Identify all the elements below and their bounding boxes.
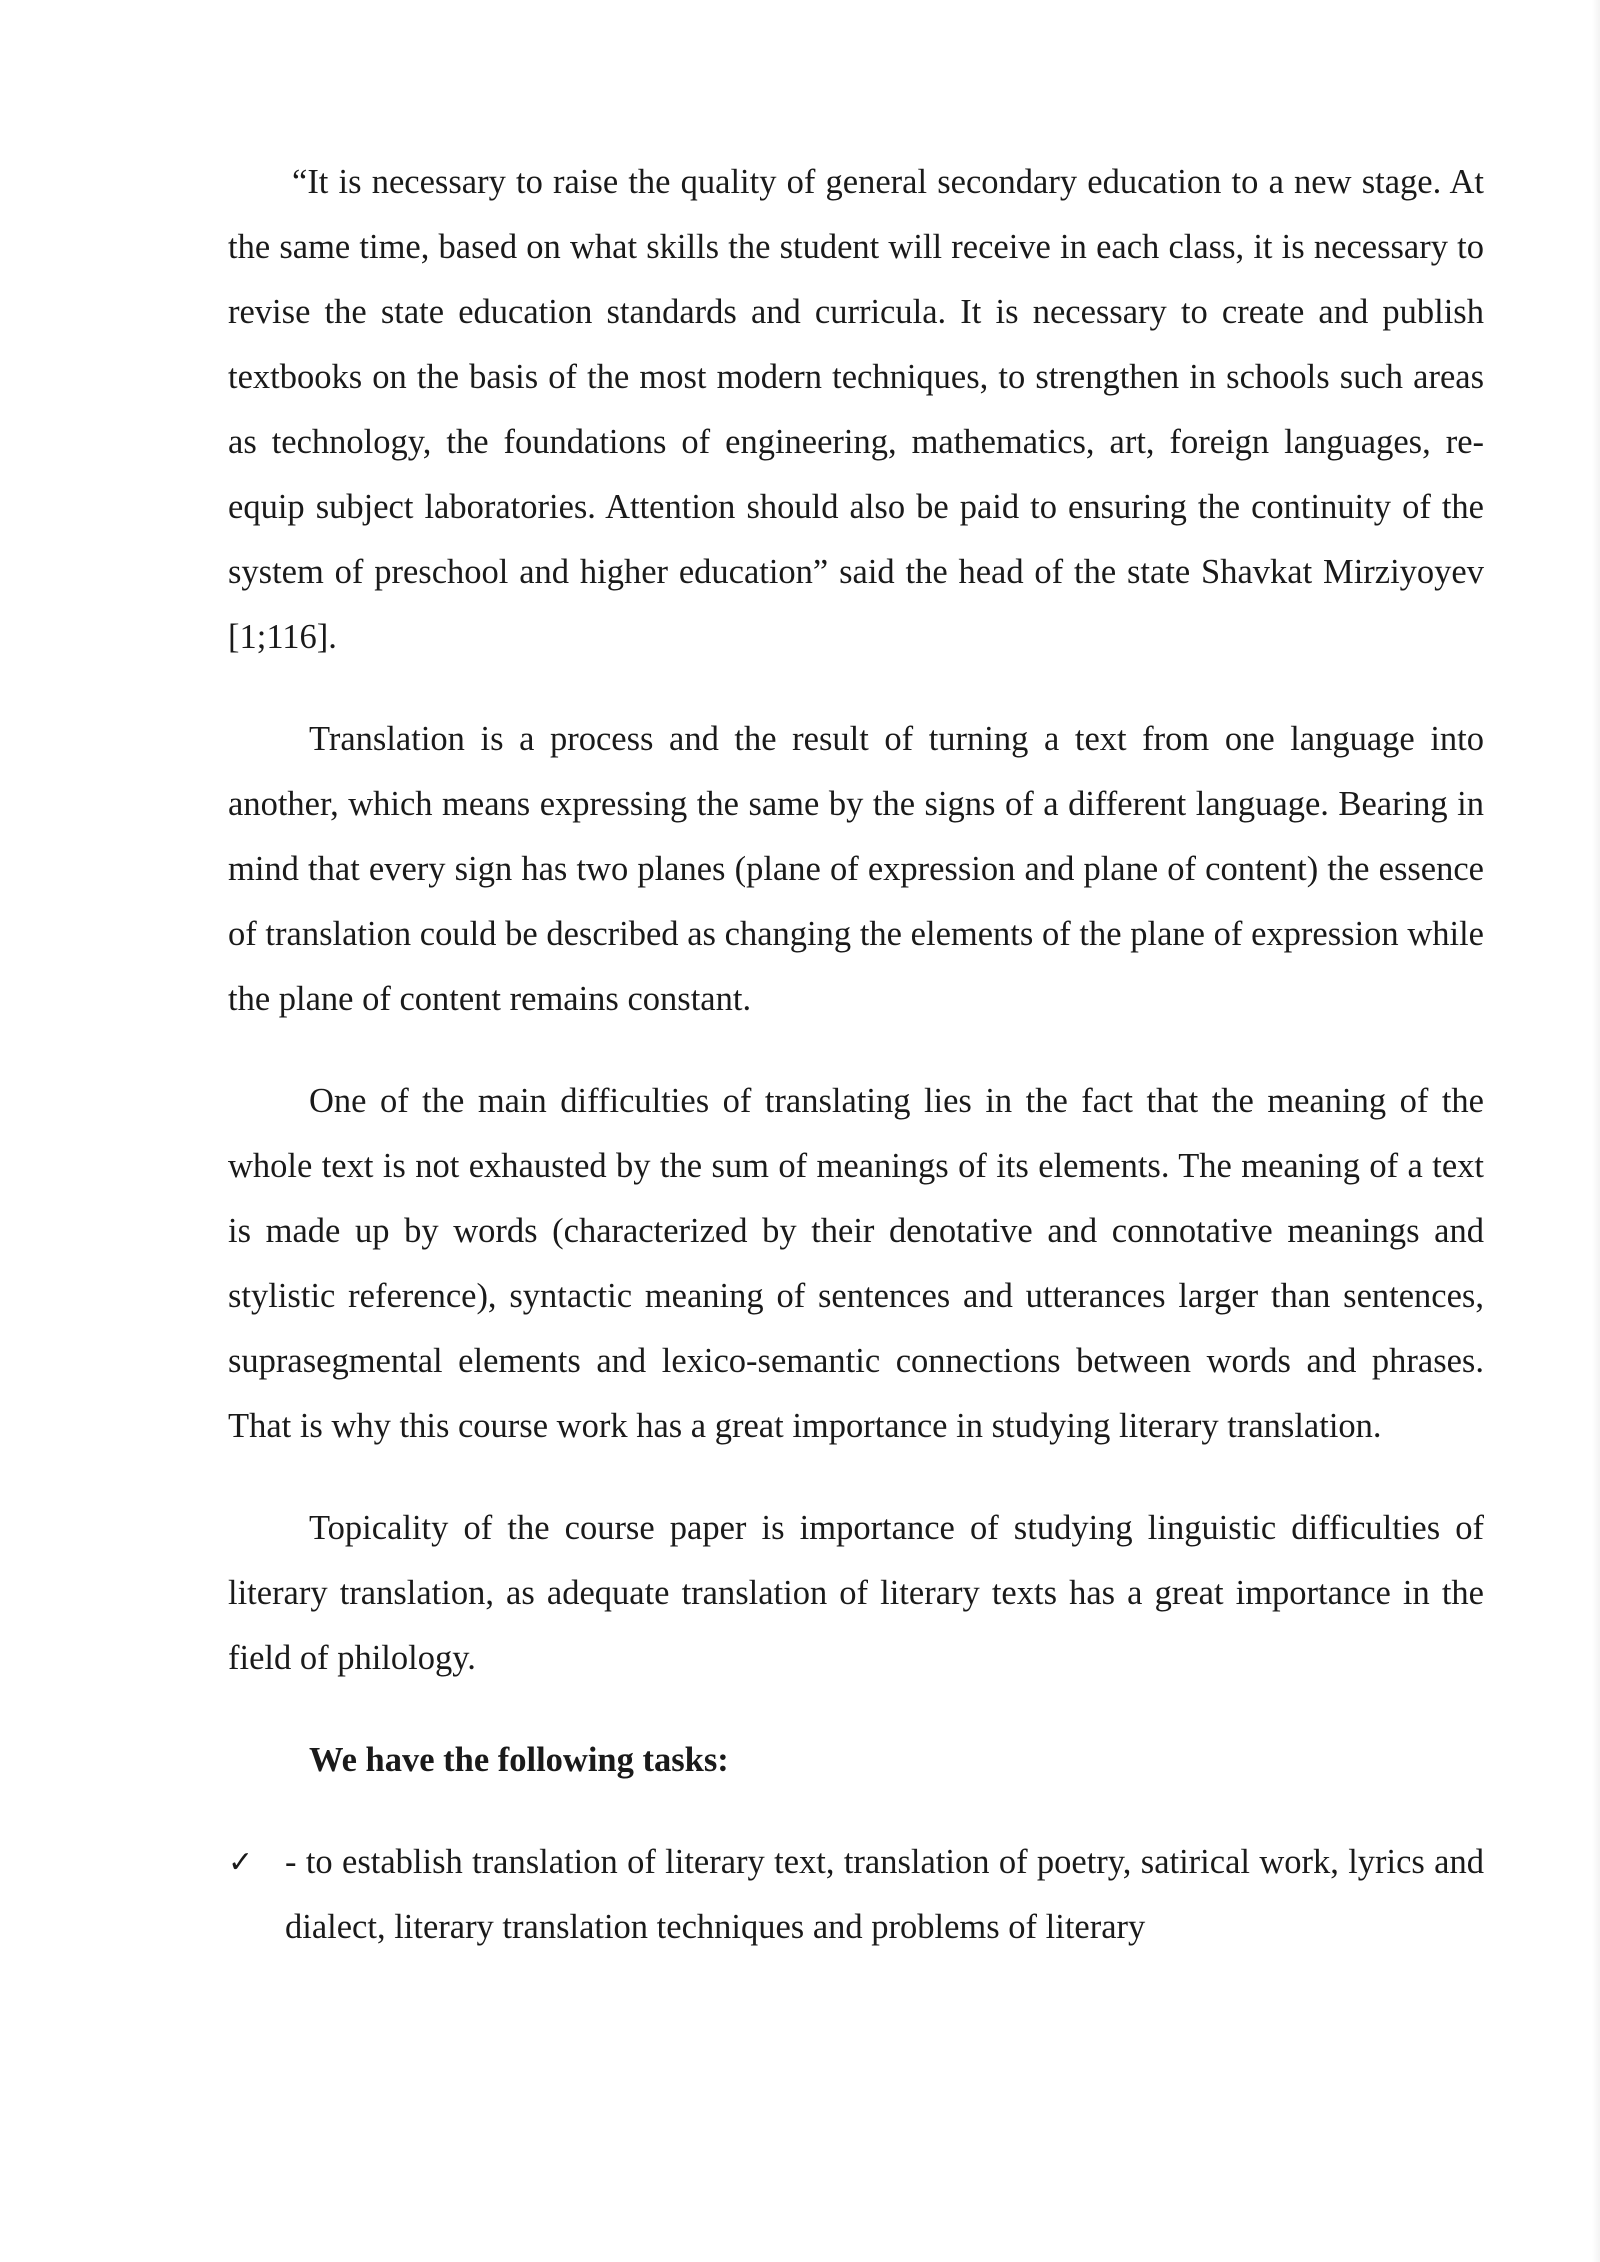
task-item bbox=[228, 1830, 1484, 1960]
paragraph-gap bbox=[228, 1459, 1484, 1496]
tasks-list bbox=[228, 1830, 1484, 1960]
translation-definition-paragraph: Translation is a process and the result of turning a text from one language into another, which means expressing the same by the signs of a different language. Bearing in mind that every sign has two planes (plane of expression and plane of content) the essence of translation could be described as changing the elements of the plane of expression while the plane of content remains constant. bbox=[228, 720, 1484, 1018]
paragraph-gap bbox=[228, 1691, 1484, 1728]
task-text: - to establish translation of literary text, translation of poetry, satirical work, lyrics and dialect, literary translation techniques and problems of literary bbox=[285, 1843, 1484, 1946]
topicality-paragraph: Topicality of the course paper is importance of studying linguistic difficulties of literary translation, as adequate translation of literary texts has a great importance in the field of philology. bbox=[228, 1509, 1484, 1677]
tasks-heading: We have the following tasks: bbox=[309, 1741, 729, 1779]
page-edge-shadow bbox=[1592, 0, 1600, 2262]
paragraph-gap bbox=[228, 670, 1484, 707]
document-page bbox=[228, 150, 1484, 1960]
difficulties-paragraph: One of the main difficulties of translating lies in the fact that the meaning of the whole text is not exhausted by the sum of meanings of its elements. The meaning of a text is made up by words (characterized by their denotative and connotative meanings and stylistic reference), syntactic meaning of sentences and utterances larger than sentences, suprasegmental elements and lexico-semantic connections between words and phrases. That is why this course work has a great importance in studying literary translation. bbox=[228, 1082, 1484, 1445]
paragraph-gap bbox=[228, 1793, 1484, 1830]
checkmark-icon: ✓ bbox=[228, 1845, 254, 1880]
quote-paragraph: “It is necessary to raise the quality of general secondary education to a new stage. At the same time, based on what skills the student will receive in each class, it is necessary to revise the state education standards and curricula. It is necessary to create and publish textbooks on the basis of the most modern techniques, to strengthen in schools such areas as technology, the foundations of engineering, mathematics, art, foreign languages, re-equip subject laboratories. Attention should also be paid to ensuring the continuity of the system of preschool and higher education” said the head of the state Shavkat Mirziyoyev [1;116]. bbox=[228, 163, 1484, 656]
paragraph-gap bbox=[228, 1032, 1484, 1069]
